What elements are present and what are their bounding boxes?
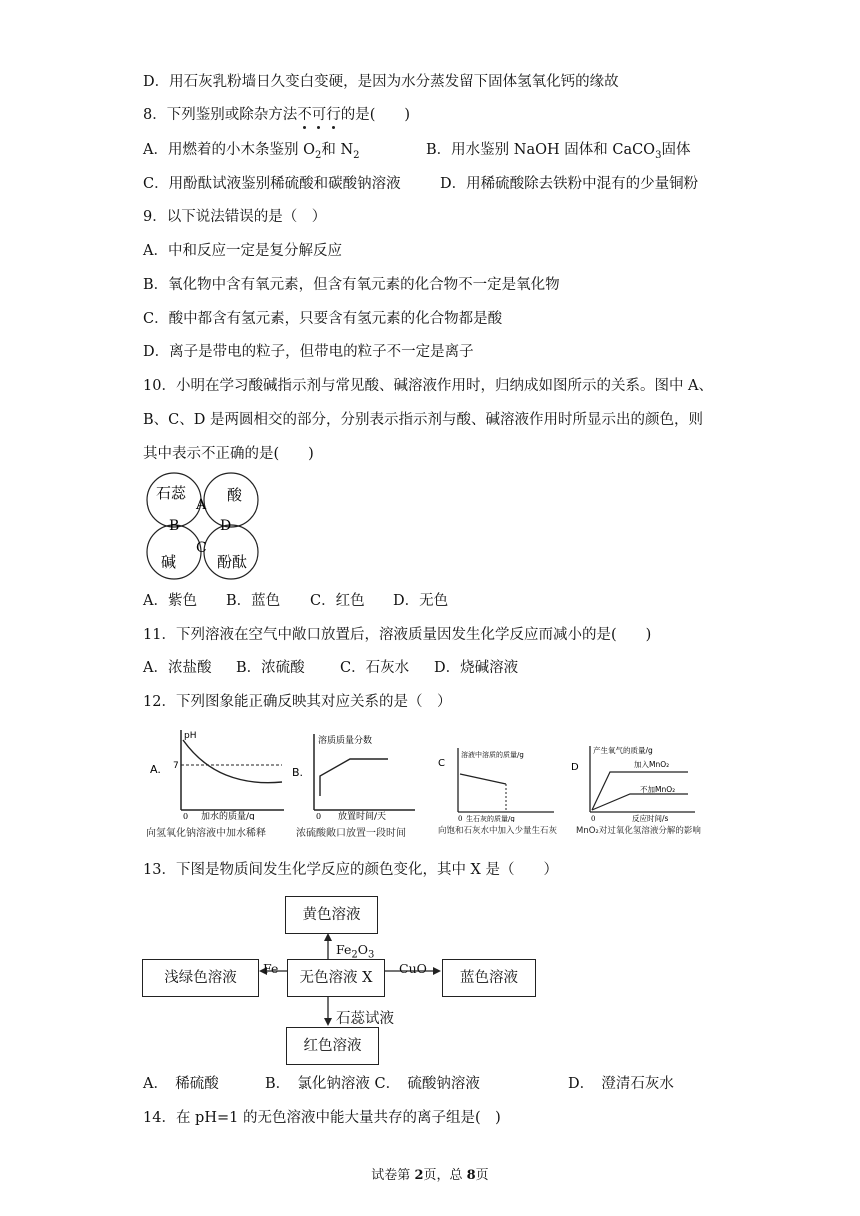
q8-b-pre: B．用水鉴别 NaOH 固体和 CaCO <box>426 142 656 158</box>
q8-b-sub: 3 <box>655 149 662 161</box>
q10-stem-line3: 其中表示不正确的是( ) <box>143 446 314 462</box>
graph-b-origin: 0 <box>316 812 322 820</box>
graph-d-curve2-label: 不加MnO₂ <box>640 785 676 794</box>
graph-d-ylabel: 产生氧气的质量/g <box>593 746 653 755</box>
graph-b-letter: B. <box>292 766 304 779</box>
arrow-down-head <box>324 1018 332 1026</box>
q13-option-d: D． 澄清石灰水 <box>568 1076 674 1092</box>
graph-a-ylabel: pH <box>184 731 197 741</box>
graph-a-letter: A. <box>150 763 161 776</box>
fe2o3-mid: O <box>357 942 369 957</box>
q13-label-cuo: CuO <box>399 961 427 976</box>
q13-stem: 13．下图是物质间发生化学反应的颜色变化，其中 X 是（ ） <box>143 862 558 878</box>
fe2o3-sub1: 2 <box>351 949 358 961</box>
venn-label-tr: 酸 <box>227 486 243 504</box>
q13-box-left: 浅绿色溶液 <box>142 959 259 997</box>
q8-emph-2: 可 <box>311 107 327 123</box>
q11-option-c: C．石灰水 <box>340 660 410 676</box>
footer-total-pages: 8 <box>466 1168 476 1183</box>
q13-label-litmus: 石蕊试液 <box>336 1011 394 1027</box>
q9-option-a: A．中和反应一定是复分解反应 <box>143 243 342 259</box>
graph-c-letter: C <box>438 758 445 769</box>
q13-option-bc: B． 氯化钠溶液 C． 硫酸钠溶液 <box>265 1076 480 1092</box>
q8-option-d: D．用稀硫酸除去铁粉中混有的少量铜粉 <box>440 176 699 192</box>
graph-d-curve1-label: 加入MnO₂ <box>634 760 670 769</box>
q7-option-d: D．用石灰乳粉墙日久变白变硬，是因为水分蒸发留下固体氢氧化钙的缘故 <box>143 74 619 90</box>
q13-box-bottom: 红色溶液 <box>286 1027 379 1065</box>
arrow-up-head <box>324 933 332 941</box>
q11-option-d: D．烧碱溶液 <box>434 660 519 676</box>
q8-stem-post: 的是( ) <box>340 107 411 123</box>
q8-a-pre: A．用燃着的小木条鉴别 O <box>143 142 315 158</box>
page-footer <box>0 1164 860 1183</box>
venn-region-a: A <box>196 497 207 513</box>
q13-option-a: A． 稀硫酸 <box>143 1076 219 1092</box>
q8-stem-pre: 8．下列鉴别或除杂方法 <box>143 107 298 123</box>
q12-stem: 12．下列图象能正确反映其对应关系的是（ ） <box>143 694 452 710</box>
footer-post: 页 <box>475 1168 489 1183</box>
q13-box-right: 蓝色溶液 <box>442 959 536 997</box>
q11-option-a: A．浓盐酸 <box>143 660 212 676</box>
q14-stem: 14．在 pH=1 的无色溶液中能大量共存的离子组是( ) <box>143 1110 501 1126</box>
footer-pre: 试卷第 <box>371 1168 415 1183</box>
graph-d-caption: MnO₂对过氧化氢溶液分解的影响 <box>576 826 701 836</box>
q8-emph-3: 行 <box>326 107 341 123</box>
graph-d-letter: D <box>571 762 579 773</box>
fe2o3-sub2: 3 <box>368 949 375 961</box>
q13-label-fe2o3 <box>336 942 374 961</box>
q10-option-c: C．红色 <box>310 593 365 609</box>
q10-stem-line2: B、C、D 是两圆相交的部分，分别表示指示剂与酸、碱溶液作用时所显示出的颜色，则 <box>143 412 703 428</box>
q9-stem: 9．以下说法错误的是（ ） <box>143 209 327 225</box>
q10-option-d: D．无色 <box>393 593 449 609</box>
q10-stem-line1: 10．小明在学习酸碱指示剂与常见酸、碱溶液作用时，归纳成如图所示的关系。图中 A、 <box>143 378 714 394</box>
graph-a-tick-7: 7 <box>173 761 179 771</box>
q9-option-c: C．酸中都含有氢元素，只要含有氢元素的化合物都是酸 <box>143 311 503 327</box>
q9-option-b: B．氧化物中含有氧元素，但含有氧元素的化合物不一定是氧化物 <box>143 277 560 293</box>
q11-stem: 11．下列溶液在空气中敞口放置后，溶液质量因发生化学反应而减小的是( ) <box>143 627 652 643</box>
q8-emph-1: 不 <box>297 107 312 123</box>
graph-b-caption: 浓硫酸敞口放置一段时间 <box>296 828 406 839</box>
q10-option-a: A．紫色 <box>143 593 197 609</box>
footer-mid: 页，总 <box>423 1168 467 1183</box>
q8-option-c: C．用酚酞试液鉴别稀硫酸和碳酸钠溶液 <box>143 176 401 192</box>
q11-option-b: B．浓硫酸 <box>236 660 305 676</box>
q8-a-sub1: 2 <box>314 149 322 161</box>
q8-a-sub2: 2 <box>353 149 360 161</box>
graph-c-xlabel: 生石灰的质量/g <box>466 815 515 822</box>
graph-a-xlabel: 加水的质量/g <box>201 812 255 820</box>
graph-a-caption: 向氢氧化钠溶液中加水稀释 <box>146 828 266 839</box>
graph-b-xlabel: 放置时间/天 <box>338 812 387 820</box>
graph-d-origin: 0 <box>591 815 596 822</box>
venn-label-bl: 碱 <box>161 553 177 571</box>
graph-a-origin: 0 <box>183 812 189 820</box>
graph-c-origin: 0 <box>458 815 463 822</box>
venn-region-b: B <box>169 518 180 534</box>
q13-box-center: 无色溶液 X <box>287 959 385 997</box>
q13-label-fe: Fe <box>263 961 279 976</box>
venn-label-br: 酚酞 <box>217 553 248 571</box>
q13-box-top: 黄色溶液 <box>285 896 378 934</box>
footer-page-number: 2 <box>414 1168 424 1183</box>
graph-b-ylabel: 溶质质量分数 <box>318 736 373 746</box>
venn-region-d: D <box>220 518 232 534</box>
q8-a-mid: 和 N <box>321 142 354 158</box>
q9-option-d: D．离子是带电的粒子，但带电的粒子不一定是离子 <box>143 344 474 360</box>
arrow-right-head <box>433 967 441 975</box>
fe2o3-pre: Fe <box>336 942 352 957</box>
q8-b-post: 固体 <box>661 142 691 158</box>
venn-region-c: C <box>196 540 207 556</box>
graph-d-xlabel: 反应时间/s <box>632 814 669 822</box>
venn-label-tl: 石蕊 <box>156 484 187 502</box>
q10-option-b: B．蓝色 <box>226 593 281 609</box>
graph-c-caption: 向饱和石灰水中加入少量生石灰 <box>438 826 558 836</box>
graph-c-ylabel: 溶液中溶质的质量/g <box>461 751 524 759</box>
